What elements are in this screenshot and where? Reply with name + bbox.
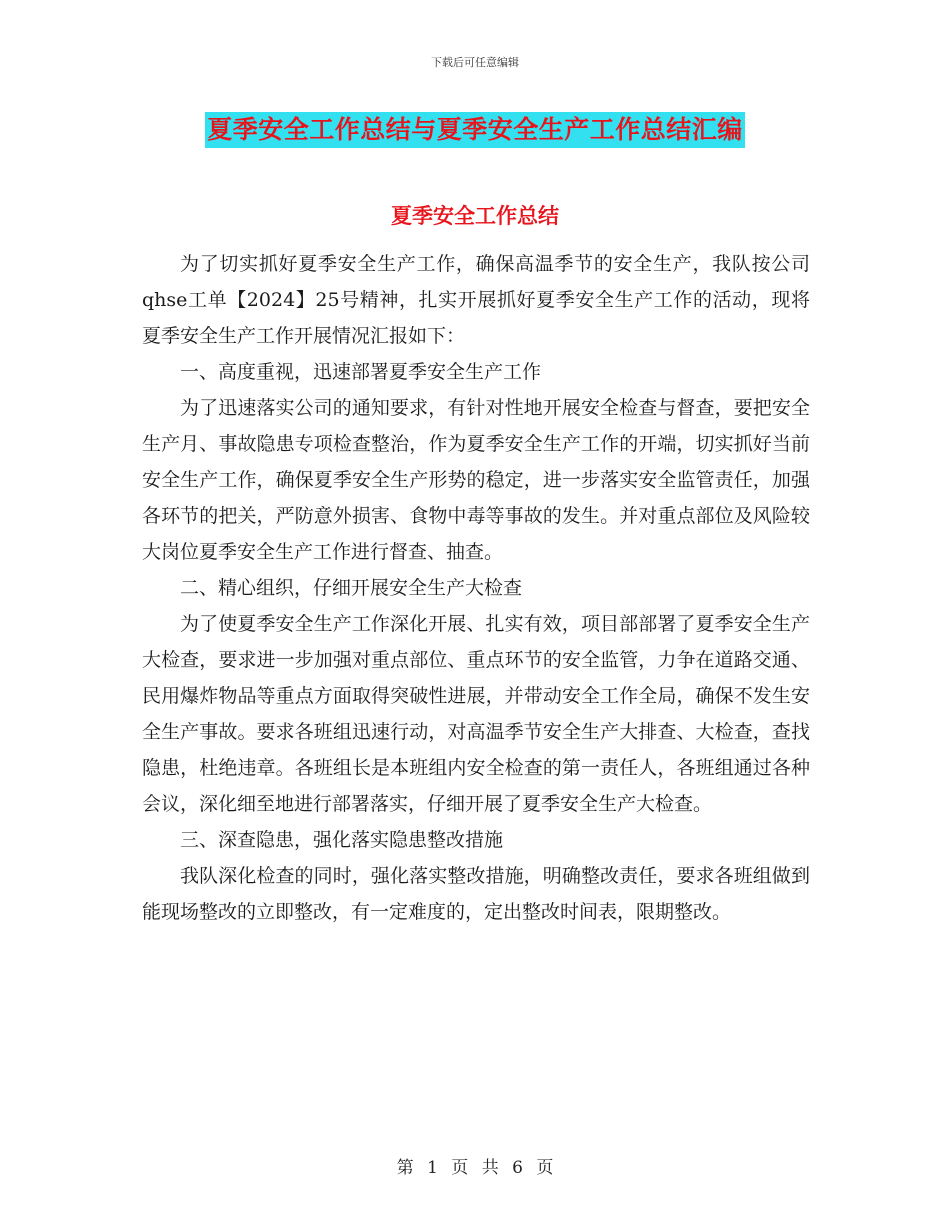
heading-1: 一、高度重视，迅速部署夏季安全生产工作: [180, 361, 542, 383]
footer-page-unit: 页: [451, 1158, 469, 1178]
header-note: 下载后可任意编辑: [431, 56, 519, 69]
footer-total-pages: 6: [512, 1158, 523, 1178]
main-title-text: 夏季安全工作总结与夏季安全生产工作总结汇编: [205, 112, 745, 148]
paragraph-1: 为了迅速落实公司的通知要求，有针对性地开展安全检查与督查，要把安全生产月、事故隐患专项检查整治，作为夏季安全生产工作的开端，切实抓好当前安全生产工作，确保夏季安全生产形势的稳定，进一步落实安全监管责任，加强各环节的把关，严防意外损害、食物中毒等事故的发生。并对重点部位及风险较大岗位夏季安全生产工作进行督查、抽查。: [142, 397, 810, 563]
footer-prefix: 第: [396, 1158, 414, 1178]
heading-3: 三、深查隐患，强化落实隐患整改措施: [180, 829, 504, 851]
footer-total-unit: 页: [536, 1158, 554, 1178]
paragraph-2: 为了使夏季安全生产工作深化开展、扎实有效，项目部部署了夏季安全生产大检查，要求进一步加强对重点部位、重点环节的安全监管，力争在道路交通、民用爆炸物品等重点方面取得突破性进展，并带动安全工作全局，确保不发生安全生产事故。要求各班组迅速行动，对高温季节安全生产大排查、大检查，查找隐患，杜绝违章。各班组长是本班组内安全检查的第一责任人，各班组通过各种会议，深化细至地进行部署落实，仔细开展了夏季安全生产大检查。: [142, 613, 810, 815]
section-title: 夏季安全工作总结: [391, 204, 559, 228]
footer-current-page: 1: [427, 1158, 438, 1178]
paragraph-intro: 为了切实抓好夏季安全生产工作，确保高温季节的安全生产，我队按公司qhse工单【2024】25号精神，扎实开展抓好夏季安全生产工作的活动，现将夏季安全生产工作开展情况汇报如下：: [142, 253, 810, 347]
paragraph-3: 我队深化检查的同时，强化落实整改措施，明确整改责任，要求各班组做到能现场整改的立即整改，有一定难度的，定出整改时间表，限期整改。: [142, 865, 810, 923]
body-text: [142, 246, 810, 930]
page-footer: [0, 1153, 950, 1178]
heading-2: 二、精心组织，仔细开展安全生产大检查: [180, 577, 523, 599]
main-title: [0, 112, 950, 148]
footer-total-prefix: 共: [481, 1158, 499, 1178]
